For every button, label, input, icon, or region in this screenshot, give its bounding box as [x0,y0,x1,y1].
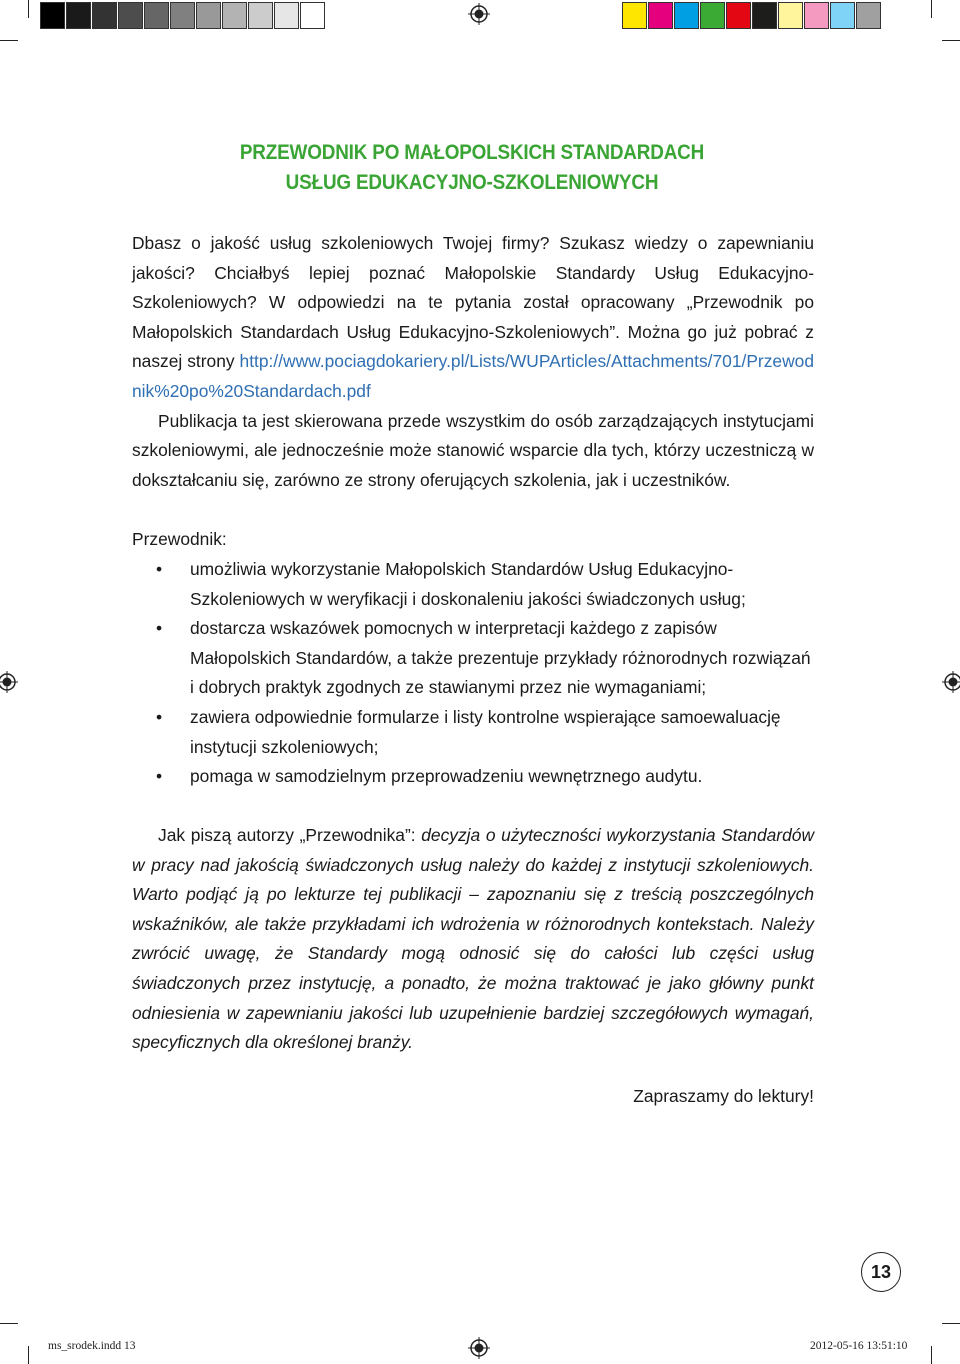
list-item [132,555,814,614]
intro-text: Dbasz o jakość usług szkoleniowych Twojej firmy? Szukasz wiedzy o zapewnianiu jakości? Chciałbyś lepiej poznać Małopolskie Standardy Usług Edukacyjno-Szkoleniowych? W odpowiedzi na te pytania został opracowany „Przewodnik po Małopolskich Standardach Usług Edukacyjno-Szkoleniowych”. Można go już pobrać z naszej strony [132,233,814,372]
title-line-1: PRZEWODNIK PO MAŁOPOLSKICH STANDARDACH [239,141,705,164]
crop-mark [931,0,932,18]
crop-mark [28,1346,29,1364]
registration-mark-icon [468,3,490,25]
list-item-text: zawiera odpowiednie formularze i listy kontrolne wspierające samoewaluację instytucji szkoleniowych; [190,706,781,757]
bullet-icon: • [156,706,163,727]
list-item-text: dostarcza wskazówek pomocnych w interpretacji każdego z zapisów Małopolskich Standardów, a także prezentuje przykłady różnorodnych rozwiązań i dobrych praktyk zgodnych ze stawianymi przez nie wymaganiami; [190,618,811,698]
color-swatch [622,2,647,29]
list-item-text: pomaga w samodzielnym przeprowadzeniu wewnętrznego audytu. [190,766,703,787]
color-swatch [66,2,91,29]
process-color-bar [622,2,882,29]
closing-line: Zapraszamy do lektury! [633,1086,814,1106]
title-line-2: USŁUG EDUKACYJNO-SZKOLENIOWYCH [285,171,659,194]
color-swatch [804,2,829,29]
color-swatch [274,2,299,29]
color-swatch [248,2,273,29]
color-swatch [648,2,673,29]
color-swatch [700,2,725,29]
list-item [132,703,814,762]
color-swatch [222,2,247,29]
color-swatch [778,2,803,29]
page-title [132,138,812,198]
color-swatch [170,2,195,29]
quote-lead: Jak piszą autorzy „Przewodnika”: [158,825,422,845]
slug-filename: ms_srodek.indd 13 [48,1340,136,1352]
registration-mark-icon [0,671,18,693]
bullet-icon: • [156,766,163,787]
list-item-text: umożliwia wykorzystanie Małopolskich Standardów Usług Edukacyjno-Szkoleniowych w weryfikacji i doskonaleniu jakości świadczonych usług; [190,559,746,609]
registration-mark-icon [942,671,960,693]
list-item [132,762,814,792]
color-swatch [300,2,325,29]
crop-mark [28,0,29,18]
registration-mark-icon [468,1337,490,1359]
quote-text: decyzja o użyteczności wykorzystania Standardów w pracy nad jakością świadczonych usług należy do każdej z instytucji szkoleniowych. Warto podjąć ją po lekturze tej publikacji – zapoznaniu się z treścią poszczególnych wskaźników, ale także przykładami ich wdrożenia w różnorodnych kontekstach. Należy zwrócić uwagę, że Standardy mogą odnosić się do całości lub części usług świadczonych przez instytucję, a ponadto, że można traktować je jako główny punkt odniesienia w zapewnianiu jakości lub uzupełnienie bardziej szczegółowych wymagań, specyficznych dla określonej branży. [132,825,815,1053]
color-swatch [40,2,65,29]
grayscale-color-bar [40,2,326,29]
quote-paragraph [132,821,814,1058]
download-link[interactable]: http://www.pociagdokariery.pl/Lists/WUPArticles/Attachments/701/Przewodnik%20po%20Standardach.pdf [132,351,814,401]
list-label: Przewodnik: [132,529,227,549]
publication-paragraph: Publikacja ta jest skierowana przede wszystkim do osób zarządzających instytucjami szkoleniowymi, ale jednocześnie może stanowić wsparcie dla tych, którzy uczestniczą w dokształcaniu się, zarówno ze strony oferujących szkolenia, jak i uczestników. [132,410,814,490]
feature-list [132,555,814,792]
list-item [132,614,814,703]
color-swatch [674,2,699,29]
color-swatch [196,2,221,29]
page-number: 13 [861,1252,901,1292]
crop-mark [0,40,18,41]
slug-timestamp: 2012-05-16 13:51:10 [810,1340,908,1352]
color-swatch [92,2,117,29]
color-swatch [118,2,143,29]
bullet-icon: • [156,618,163,639]
color-swatch [830,2,855,29]
color-swatch [752,2,777,29]
crop-mark [942,1323,960,1324]
crop-mark [931,1346,932,1364]
intro-paragraph [132,229,814,495]
color-swatch [726,2,751,29]
crop-mark [942,40,960,41]
crop-mark [0,1323,18,1324]
bullet-icon: • [156,559,163,579]
color-swatch [144,2,169,29]
color-swatch [856,2,881,29]
